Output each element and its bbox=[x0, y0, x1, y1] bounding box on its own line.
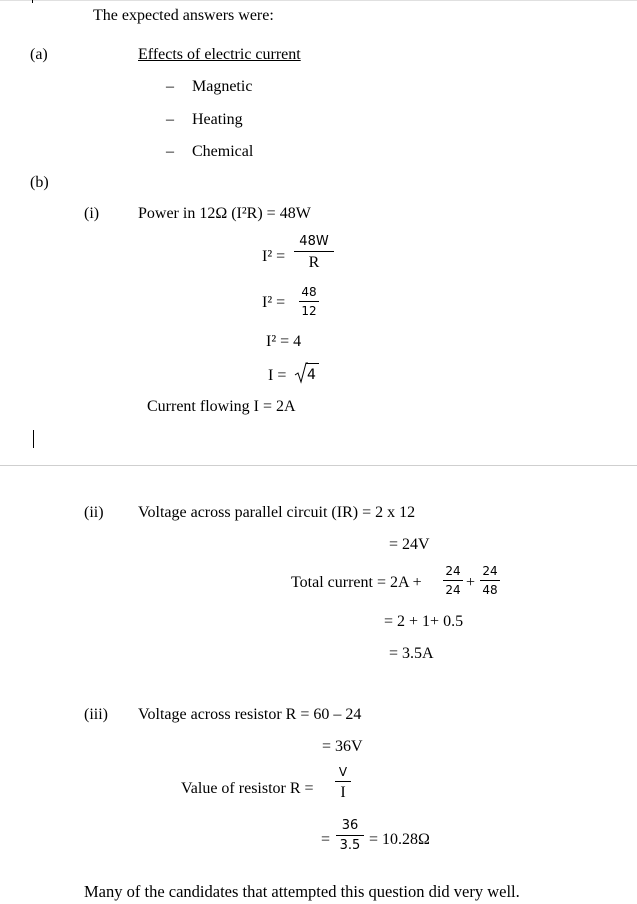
fraction-denominator: I bbox=[340, 784, 346, 801]
fraction-48w-over-r bbox=[294, 235, 334, 271]
total-current-lhs: Total current = 2A + bbox=[291, 574, 422, 591]
resistor-voltage-result: = 36V bbox=[322, 738, 363, 755]
value-of-resistor-lhs: Value of resistor R = bbox=[181, 780, 314, 797]
dash-3: – bbox=[166, 143, 174, 160]
fraction-denominator: R bbox=[308, 254, 320, 271]
i-squared-lhs-2: I² = bbox=[262, 294, 286, 311]
top-rule bbox=[0, 0, 637, 1]
page-break-line bbox=[0, 465, 637, 466]
fraction-bar bbox=[335, 781, 351, 782]
fraction-numerator: 24 bbox=[445, 564, 461, 578]
fraction-bar bbox=[299, 301, 319, 302]
part-a-heading: Effects of electric current bbox=[138, 46, 301, 63]
fraction-denominator: 24 bbox=[445, 583, 461, 597]
radicand: 4 bbox=[307, 367, 316, 383]
part-a-label: (a) bbox=[30, 46, 48, 63]
total-current-result: = 3.5A bbox=[389, 645, 434, 662]
fraction-bar bbox=[294, 251, 334, 252]
fraction-denominator: 48 bbox=[482, 583, 498, 597]
resistor-result: = 10.28Ω bbox=[369, 831, 430, 848]
closing-remark: Many of the candidates that attempted this question did very well. bbox=[84, 882, 520, 901]
i-squared-lhs-1: I² = bbox=[262, 248, 286, 265]
current-result: Current flowing I = 2A bbox=[147, 398, 296, 415]
part-b-label: (b) bbox=[30, 174, 49, 191]
fraction-bar bbox=[443, 580, 463, 581]
radical-overline bbox=[306, 363, 319, 364]
fraction-numerator: 24 bbox=[482, 564, 498, 578]
square-root-icon bbox=[294, 362, 308, 384]
top-left-tick bbox=[32, 0, 33, 3]
resistor-voltage-line: Voltage across resistor R = 60 – 24 bbox=[138, 706, 362, 723]
fraction-numerator: V bbox=[338, 765, 348, 779]
fraction-bar bbox=[336, 835, 364, 836]
intro-text: The expected answers were: bbox=[93, 7, 274, 24]
voltage-line: Voltage across parallel circuit (IR) = 2 x 12 bbox=[138, 504, 416, 521]
fraction-36-over-3-5 bbox=[336, 819, 364, 852]
fraction-bar bbox=[480, 580, 500, 581]
text-cursor bbox=[33, 430, 34, 448]
fraction-48-over-12 bbox=[299, 286, 319, 317]
part-b-ii-label: (ii) bbox=[84, 504, 104, 521]
part-b-iii-label: (iii) bbox=[84, 706, 108, 723]
dash-2: – bbox=[166, 111, 174, 128]
fraction-v-over-i bbox=[335, 766, 351, 801]
power-line: Power in 12Ω (I²R) = 48W bbox=[138, 205, 311, 222]
plus-sign: + bbox=[466, 574, 476, 591]
list-item-heating: Heating bbox=[192, 111, 243, 128]
fraction-denominator: 3.5 bbox=[339, 838, 361, 853]
i-equals-lhs: I = bbox=[268, 367, 287, 384]
fraction-24-over-24 bbox=[443, 565, 463, 596]
fraction-denominator: 12 bbox=[301, 304, 317, 318]
fraction-24-over-48 bbox=[480, 565, 500, 596]
fraction-numerator: 36 bbox=[341, 818, 359, 833]
part-b-i-label: (i) bbox=[84, 205, 100, 222]
list-item-chemical: Chemical bbox=[192, 143, 254, 160]
voltage-result: = 24V bbox=[389, 536, 430, 553]
fraction-numerator: 48W bbox=[299, 234, 329, 249]
i-squared-equals-4: I² = 4 bbox=[266, 333, 302, 350]
sum-line: = 2 + 1+ 0.5 bbox=[384, 613, 464, 630]
dash-1: – bbox=[166, 78, 174, 95]
list-item-magnetic: Magnetic bbox=[192, 78, 253, 95]
fraction-numerator: 48 bbox=[301, 285, 317, 299]
equals-sign: = bbox=[321, 831, 331, 848]
